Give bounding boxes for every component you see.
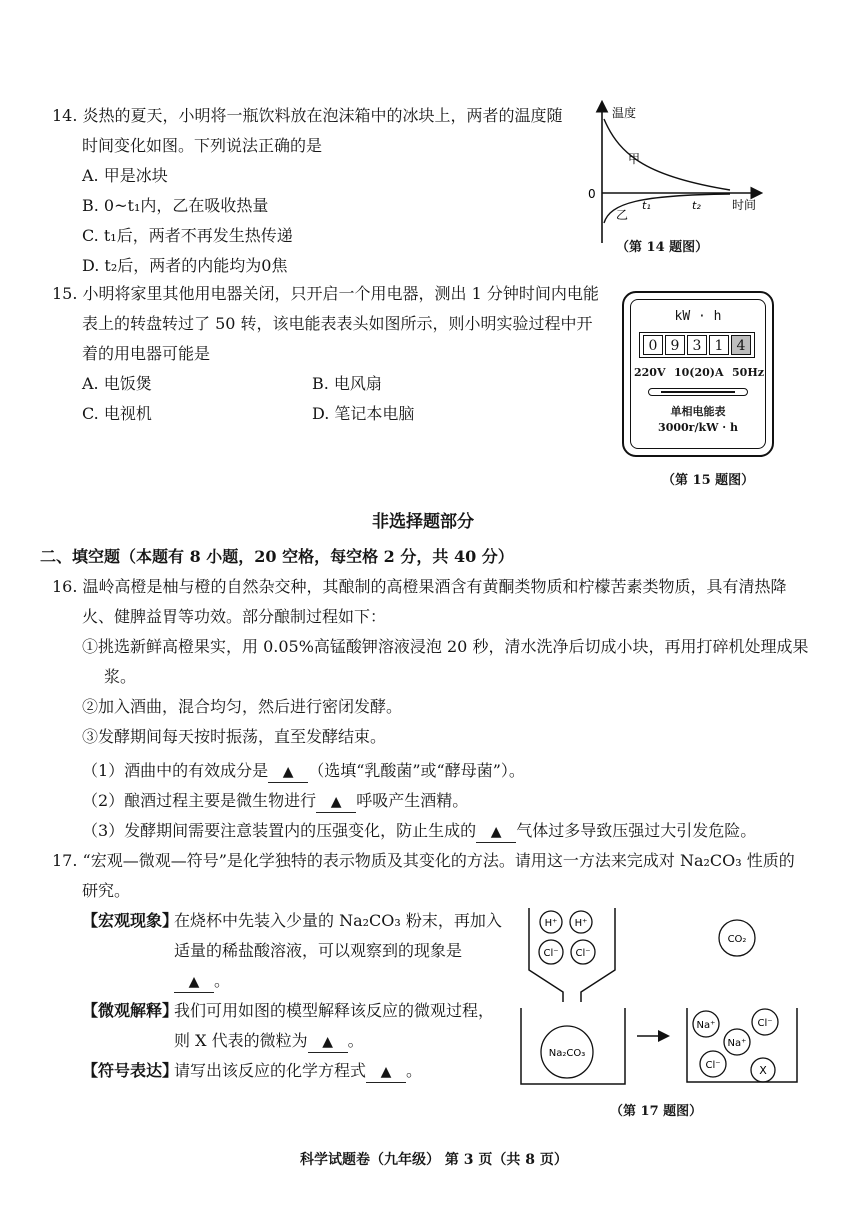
q16-sub2-blank[interactable]: ▲ (316, 792, 356, 813)
co2-particle: CO₂ (727, 934, 747, 945)
q16-line2: 火、健脾益胃等功效。部分酿制过程如下： (82, 607, 387, 626)
meter-constant: 3000r/kW · h (658, 421, 738, 434)
y-axis-label: 温度 (612, 106, 637, 120)
part2-title: 二、填空题（本题有 8 小题，20 空格，每空格 2 分，共 40 分） (40, 547, 514, 566)
q17-macro-end: 。 (214, 971, 231, 990)
q15-caption: （第 15 题图） (662, 473, 755, 488)
h-ion-2: H⁺ (574, 918, 588, 929)
meter-display (639, 332, 755, 358)
q17-macro-label: 【宏观现象】 (82, 911, 179, 930)
curve-yi-label: 乙 (616, 208, 629, 222)
q15-line1: 15. 小明将家里其他用电器关闭，只开启一个用电器，测出 1 分钟时间内电能 (52, 284, 599, 303)
q14-option-b: B. 0~t₁内，乙在吸收热量 (82, 196, 269, 215)
q17-line1: 17. “宏观—微观—符号”是化学独特的表示物质及其变化的方法。请用这一方法来完成对 Na₂CO₃ 性质的 (52, 851, 795, 870)
q16-sub3-text: （3）发酵期间需要注意装置内的压强变化，防止生成的 (82, 821, 477, 840)
q15-line2: 表上的转盘转过了 50 转，该电能表表头如图所示，则小明实验过程中开 (82, 314, 593, 333)
meter-digit: 1 (709, 335, 729, 355)
cl-ion-4: Cl⁻ (705, 1060, 721, 1071)
q16-line1: 16. 温岭高橙是柚与橙的自然杂交种，其酿制的高橙果酒含有黄酮类物质和柠檬苦素类物质，具有清热降 (52, 577, 787, 596)
q16-sub3-blank[interactable]: ▲ (476, 822, 516, 843)
cl-ion-1: Cl⁻ (543, 948, 559, 959)
q15-line3: 着的用电器可能是 (82, 344, 211, 363)
q16-sub3 (82, 821, 756, 843)
q14-option-a: A. 甲是冰块 (82, 166, 168, 185)
q16-sub2-text: （2）酿酒过程主要是微生物进行 (82, 791, 317, 810)
q17-diagram (515, 900, 815, 1095)
meter-frequency: 50Hz (732, 366, 764, 379)
t2-label: t₂ (692, 199, 701, 212)
q16-sub1 (82, 761, 525, 783)
curve-jia-label: 甲 (628, 152, 641, 166)
q15-option-c: C. 电视机 (82, 404, 152, 423)
meter-digit: 0 (643, 335, 663, 355)
q16-step2: ②加入酒曲，混合均匀，然后进行密闭发酵。 (82, 697, 403, 716)
q15-option-a: A. 电饭煲 (82, 374, 152, 393)
q17-macro-answer (174, 971, 230, 993)
q16-sub1-blank[interactable]: ▲ (268, 762, 308, 783)
meter-name: 单相电能表 (670, 405, 726, 418)
x-axis-label: 时间 (732, 198, 757, 212)
q15-meter (622, 291, 774, 457)
page-footer: 科学试题卷（九年级） 第 3 页（共 8 页） (300, 1152, 568, 1168)
q16-sub3-end: 气体过多导致压强过大引发危险。 (516, 821, 757, 840)
t1-label: t₁ (642, 199, 651, 212)
q17-macro-blank[interactable]: ▲ (174, 972, 214, 993)
q17-micro-line1: 我们可用如图的模型解释该反应的微观过程， (174, 1001, 495, 1020)
meter-digit: 3 (687, 335, 707, 355)
meter-digit: 9 (665, 335, 685, 355)
h-ion-1: H⁺ (544, 918, 558, 929)
q17-symbol-blank[interactable]: ▲ (366, 1062, 406, 1083)
q16-sub1-hint: （选填“乳酸菌”或“酵母菌”）。 (308, 761, 525, 780)
q14-graph (580, 95, 770, 255)
q16-step1b: 浆。 (104, 667, 137, 686)
q17-symbol-end: 。 (406, 1061, 423, 1080)
na-ion-1: Na⁺ (696, 1020, 716, 1031)
cl-ion-2: Cl⁻ (575, 948, 591, 959)
meter-dial-window (648, 388, 748, 396)
q14-line2: 时间变化如图。下列说法正确的是 (82, 136, 323, 155)
cl-ion-3: Cl⁻ (757, 1018, 773, 1029)
na-ion-2: Na⁺ (727, 1038, 747, 1049)
meter-voltage: 220V (634, 366, 666, 379)
q15-option-d: D. 笔记本电脑 (312, 404, 415, 423)
x-particle: X (759, 1064, 767, 1077)
q17-micro-line2 (174, 1031, 364, 1053)
q17-micro-text: 则 X 代表的微粒为 (174, 1031, 308, 1050)
q17-micro-end: 。 (347, 1031, 364, 1050)
section-title: 非选择题部分 (372, 512, 474, 532)
q17-macro-line2: 适量的稀盐酸溶液，可以观察到的现象是 (174, 941, 463, 960)
q16-sub2 (82, 791, 468, 813)
q14-option-d: D. t₂后，两者的内能均为0焦 (82, 256, 288, 275)
beaker-left (521, 1008, 625, 1084)
meter-specs (634, 366, 764, 379)
q17-caption: （第 17 题图） (610, 1104, 703, 1119)
curve-jia (604, 119, 730, 190)
q17-macro-line1: 在烧杯中先装入少量的 Na₂CO₃ 粉末，再加入 (174, 911, 502, 930)
q15-option-b: B. 电风扇 (312, 374, 382, 393)
q14-line1: 14. 炎热的夏天，小明将一瓶饮料放在泡沫箱中的冰块上，两者的温度随 (52, 106, 563, 125)
q16-step3: ③发酵期间每天按时振荡，直至发酵结束。 (82, 727, 387, 746)
na2co3-particle: Na₂CO₃ (548, 1048, 586, 1059)
q14-caption: （第 14 题图） (616, 240, 709, 255)
meter-unit: kW · h (674, 309, 722, 324)
q17-micro-label: 【微观解释】 (82, 1001, 179, 1020)
meter-digit-decimal: 4 (731, 335, 751, 355)
q17-micro-blank[interactable]: ▲ (308, 1032, 348, 1053)
q14-option-c: C. t₁后，两者不再发生热传递 (82, 226, 293, 245)
q17-symbol-text: 请写出该反应的化学方程式 (174, 1061, 367, 1080)
q17-line2: 研究。 (82, 881, 131, 900)
q16-sub2-end: 呼吸产生酒精。 (356, 791, 469, 810)
q17-symbol-line (174, 1061, 422, 1083)
q17-symbol-label: 【符号表达】 (82, 1061, 179, 1080)
origin-label: 0 (588, 187, 596, 201)
meter-current: 10(20)A (673, 366, 724, 379)
q16-sub1-text: （1）酒曲中的有效成分是 (82, 761, 269, 780)
q16-step1a: ①挑选新鲜高橙果实，用 0.05%高锰酸钾溶液浸泡 20 秒，清水洗净后切成小块，再用打碎机处理成果 (82, 637, 809, 656)
